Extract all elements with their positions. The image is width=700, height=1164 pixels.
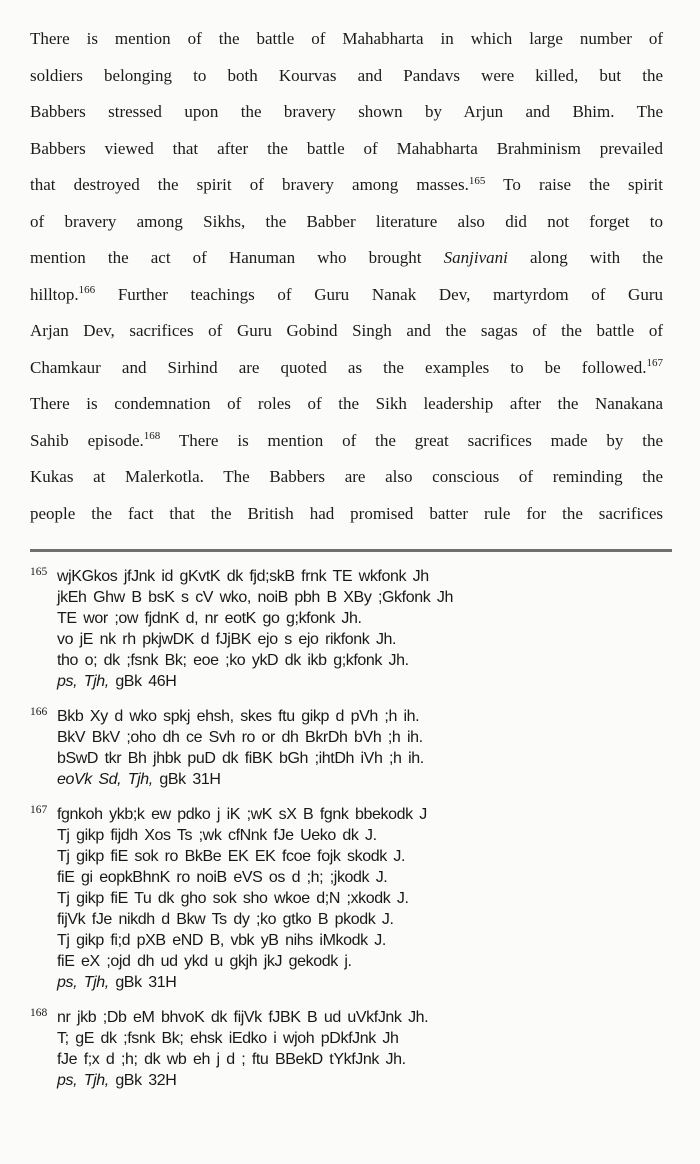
body-line xyxy=(30,423,663,460)
footnote-source-page: gBk 32H xyxy=(115,1072,177,1089)
body-line: Babbers stressed upon the bravery shown by Arjun and Bhim. The xyxy=(30,102,663,121)
footnote-line: TE wor ;ow fjdnK d, nr eotK go g;kfonk Jh. xyxy=(57,610,362,627)
body-line: of bravery among Sikhs, the Babber literature also did not forget to xyxy=(30,211,663,231)
footnote-line: jkEh Ghw B bsK s cV wko, noiB pbh B XBy ;Gkfonk Jh xyxy=(57,589,453,606)
footnote-ref-165: 165 xyxy=(468,174,486,187)
footnote-line: vo jE nk rh pkjwDK d fJjBK ejo s ejo rikfonk Jh. xyxy=(57,631,397,648)
footnote-line: bSwD tkr Bh jhbk puD dk fiBK bGh ;ihtDh iVh ;h ih. xyxy=(57,750,424,767)
footnote-line: wjKGkos jfJnk id gKvtK dk fjd;skB frnk TE wkfonk Jh xyxy=(57,568,429,585)
footnote-ref-167: 167 xyxy=(646,357,663,370)
footnote-number: 166 xyxy=(30,706,48,718)
body-line: There is condemnation of roles of the Sikh leadership after the Nanakana xyxy=(30,394,663,413)
footnote-line: fiE eX ;ojd dh ud ykd u gkjh jkJ gekodk j. xyxy=(57,953,352,970)
body-text-segment: Further teachings of Guru Nanak Dev, martyrdom of Guru xyxy=(117,284,663,304)
footnote-line: Tj gikp fiE sok ro BkBe EK EK fcoe fojk skodk J. xyxy=(57,848,405,865)
body-line xyxy=(30,240,663,277)
footnote-168 xyxy=(0,1007,700,1091)
italic-term-sanjivani: Sanjivani xyxy=(443,248,508,267)
body-line: soldiers belonging to both Kourvas and Pandavs were killed, but the xyxy=(30,65,663,85)
footnote-line: fijVk fJe nikdh d Bkw Ts dy ;ko gtko B pkodk J. xyxy=(57,911,394,928)
footnote-165 xyxy=(0,566,700,692)
footnote-ref-168: 168 xyxy=(143,430,161,443)
footnote-167 xyxy=(0,804,700,993)
body-text-segment: hilltop. xyxy=(30,284,79,304)
footnote-line: Tj gikp fi;d pXB eND B, vbk yB nihs iMkodk J. xyxy=(57,932,386,949)
footnote-line: fJe f;x d ;h; dk wb eh j d ; ftu BBekD tYkfJnk Jh. xyxy=(57,1051,406,1068)
body-text-segment: mention the act of Hanuman who brought xyxy=(30,248,422,267)
body-line: Kukas at Malerkotla. The Babbers are also conscious of reminding the xyxy=(30,467,663,486)
footnote-number: 167 xyxy=(30,804,48,816)
footnotes-section xyxy=(0,566,700,1091)
footnote-source-title: ps, Tjh, xyxy=(57,1072,109,1089)
footnote-source xyxy=(57,671,700,692)
body-line: people the fact that the British had promised batter rule for the sacrifices xyxy=(30,503,663,523)
body-text-segment: that destroyed the spirit of bravery among masses. xyxy=(30,175,469,194)
footnote-source xyxy=(57,769,700,790)
body-line: Arjan Dev, sacrifices of Guru Gobind Singh and the sagas of the battle of xyxy=(30,321,663,340)
body-line xyxy=(30,350,663,387)
footnote-ref-166: 166 xyxy=(78,284,96,297)
footnote-line: Tj gikp fiE Tu dk gho sok sho wkoe d;N ;xkodk J. xyxy=(57,890,409,907)
footnote-line: tho o; dk ;fsnk Bk; eoe ;ko ykD dk ikb g;kfonk Jh. xyxy=(57,652,409,669)
footnote-separator-rule xyxy=(30,549,672,552)
footnote-source-page: gBk 31H xyxy=(115,974,177,991)
footnote-line: T; gE dk ;fsnk Bk; ehsk iEdko i wjoh pDkfJnk Jh xyxy=(57,1030,399,1047)
body-text-segment: There is mention of the great sacrifices made by the xyxy=(178,430,664,450)
body-line: There is mention of the battle of Mahabharta in which large number of xyxy=(30,29,663,48)
footnote-number: 165 xyxy=(30,566,48,578)
body-paragraph xyxy=(0,0,700,532)
footnote-source-page: gBk 46H xyxy=(115,673,177,690)
footnote-number: 168 xyxy=(30,1007,48,1019)
body-text-segment: Sahib episode. xyxy=(30,430,144,450)
body-text-segment: To raise the spirit xyxy=(503,175,663,194)
footnote-line: fgnkoh ykb;k ew pdko j iK ;wK sX B fgnk bbekodk J xyxy=(57,806,427,823)
body-line xyxy=(30,277,663,314)
footnote-source-title: ps, Tjh, xyxy=(57,974,109,991)
footnote-line: Tj gikp fijdh Xos Ts ;wk cfNnk fJe Ueko dk J. xyxy=(57,827,377,844)
footnote-line: fiE gi eopkBhnK ro noiB eVS os d ;h; ;jkodk J. xyxy=(57,869,388,886)
footnote-line: BkV BkV ;oho dh ce Svh ro or dh BkrDh bVh ;h ih. xyxy=(57,729,423,746)
footnote-166 xyxy=(0,706,700,790)
body-text-segment: along with the xyxy=(530,248,664,267)
footnote-line: nr jkb ;Db eM bhvoK dk fijVk fJBK B ud uVkfJnk Jh. xyxy=(57,1009,429,1026)
body-line xyxy=(30,167,663,204)
footnote-source-title: ps, Tjh, xyxy=(57,673,109,690)
footnote-line: Bkb Xy d wko spkj ehsh, skes ftu gikp d pVh ;h ih. xyxy=(57,708,420,725)
footnote-source xyxy=(57,1070,700,1091)
body-text-segment: Chamkaur and Sirhind are quoted as the examples to be followed. xyxy=(30,357,647,377)
footnote-source xyxy=(57,972,700,993)
footnote-source-page: gBk 31H xyxy=(159,771,221,788)
body-line: Babbers viewed that after the battle of Mahabharta Brahminism prevailed xyxy=(30,138,663,158)
footnote-source-title: eoVk Sd, Tjh, xyxy=(57,771,153,788)
